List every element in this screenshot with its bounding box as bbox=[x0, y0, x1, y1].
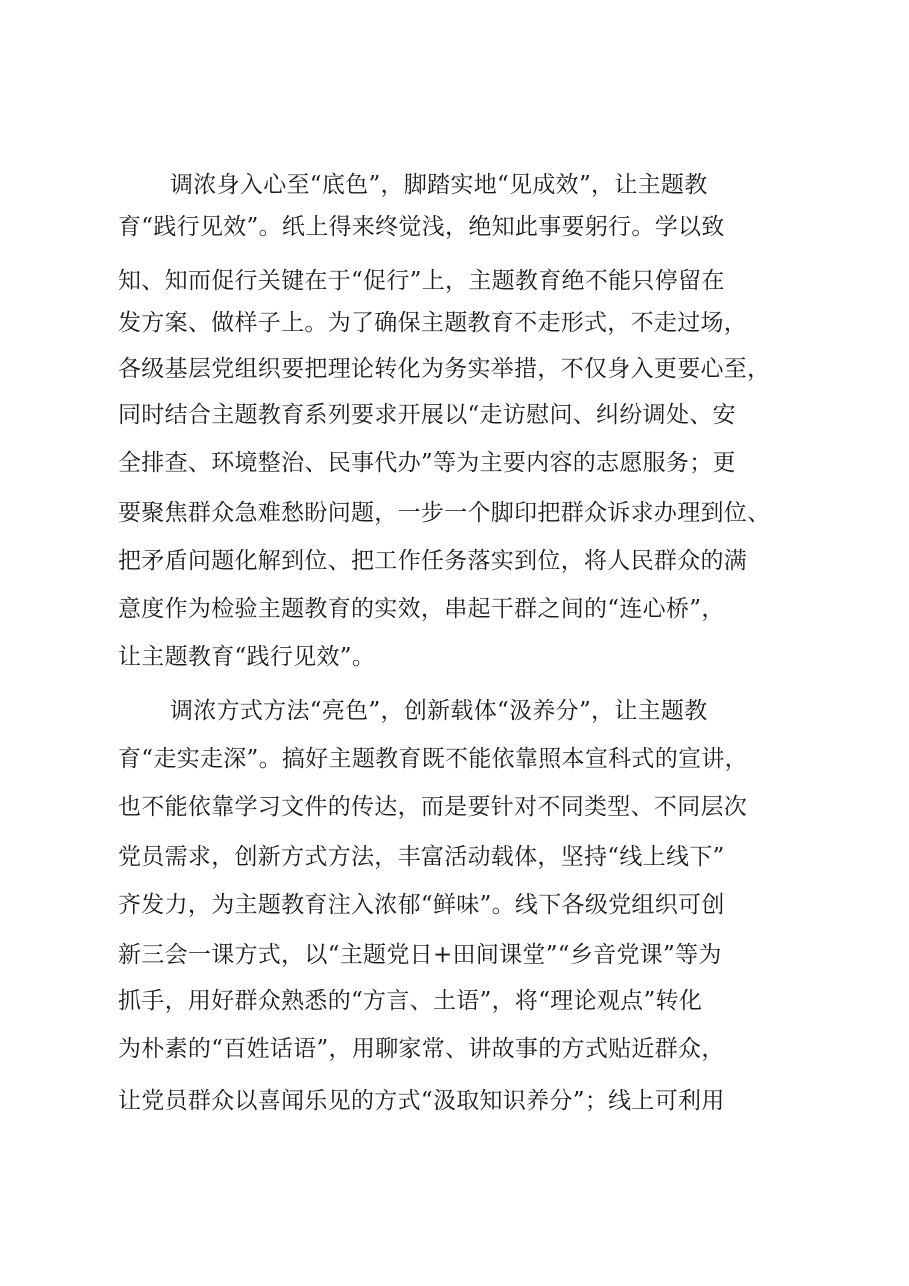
paragraph-line: 新三会一课方式，以“主题党日+田间课堂”“乡音党课”等为 bbox=[118, 942, 722, 968]
paragraph-line: 育“走实走深”。搞好主题教育既不能依靠照本宣科式的宣讲， bbox=[118, 746, 748, 772]
paragraph-line: 意度作为检验主题教育的实效，串起干群之间的“连心桥”， bbox=[118, 596, 725, 622]
paragraph-line: 知、知而促行关键在于“促行”上，主题教育绝不能只停留在 bbox=[118, 268, 725, 294]
paragraph-line: 把矛盾问题化解到位、把工作任务落实到位，将人民群众的满 bbox=[118, 548, 748, 574]
paragraph-line: 同时结合主题教育系列要求开展以“走访慰问、纠纷调处、安 bbox=[118, 402, 736, 428]
paragraph-line: 让党员群众以喜闻乐见的方式“汲取知识养分”；线上可利用 bbox=[118, 1088, 725, 1114]
paragraph-line: 调浓方式方法“亮色”，创新载体“汲养分”，让主题教 bbox=[170, 698, 708, 724]
paragraph-line: 要聚焦群众急难愁盼问题，一步一个脚印把群众诉求办理到位、 bbox=[118, 500, 771, 526]
paragraph-line: 党员需求，创新方式方法，丰富活动载体，坚持“线上线下” bbox=[118, 844, 725, 870]
paragraph-line: 为朴素的“百姓话语”，用聊家常、讲故事的方式贴近群众， bbox=[118, 1036, 725, 1062]
paragraph-line: 抓手，用好群众熟悉的“方言、土语”，将“理论观点”转化 bbox=[118, 988, 703, 1014]
paragraph-line: 调浓身入心至“底色”，脚踏实地“见成效”，让主题教 bbox=[170, 172, 708, 198]
paragraph-line: 发方案、做样子上。为了确保主题教育不走形式，不走过场， bbox=[118, 310, 748, 336]
paragraph-line: 让主题教育“践行见效”。 bbox=[118, 644, 376, 670]
paragraph-line: 也不能依靠学习文件的传达，而是要针对不同类型、不同层次 bbox=[118, 794, 748, 820]
paragraph-line: 全排查、环境整治、民事代办”等为主要内容的志愿服务；更 bbox=[118, 450, 736, 476]
paragraph-line: 齐发力，为主题教育注入浓郁“鲜味”。线下各级党组织可创 bbox=[118, 892, 725, 918]
paragraph-line: 各级基层党组织要把理论转化为务实举措，不仅身入更要心至， bbox=[118, 356, 771, 382]
paragraph-line: 育“践行见效”。纸上得来终觉浅，绝知此事要躬行。学以致 bbox=[118, 214, 725, 240]
